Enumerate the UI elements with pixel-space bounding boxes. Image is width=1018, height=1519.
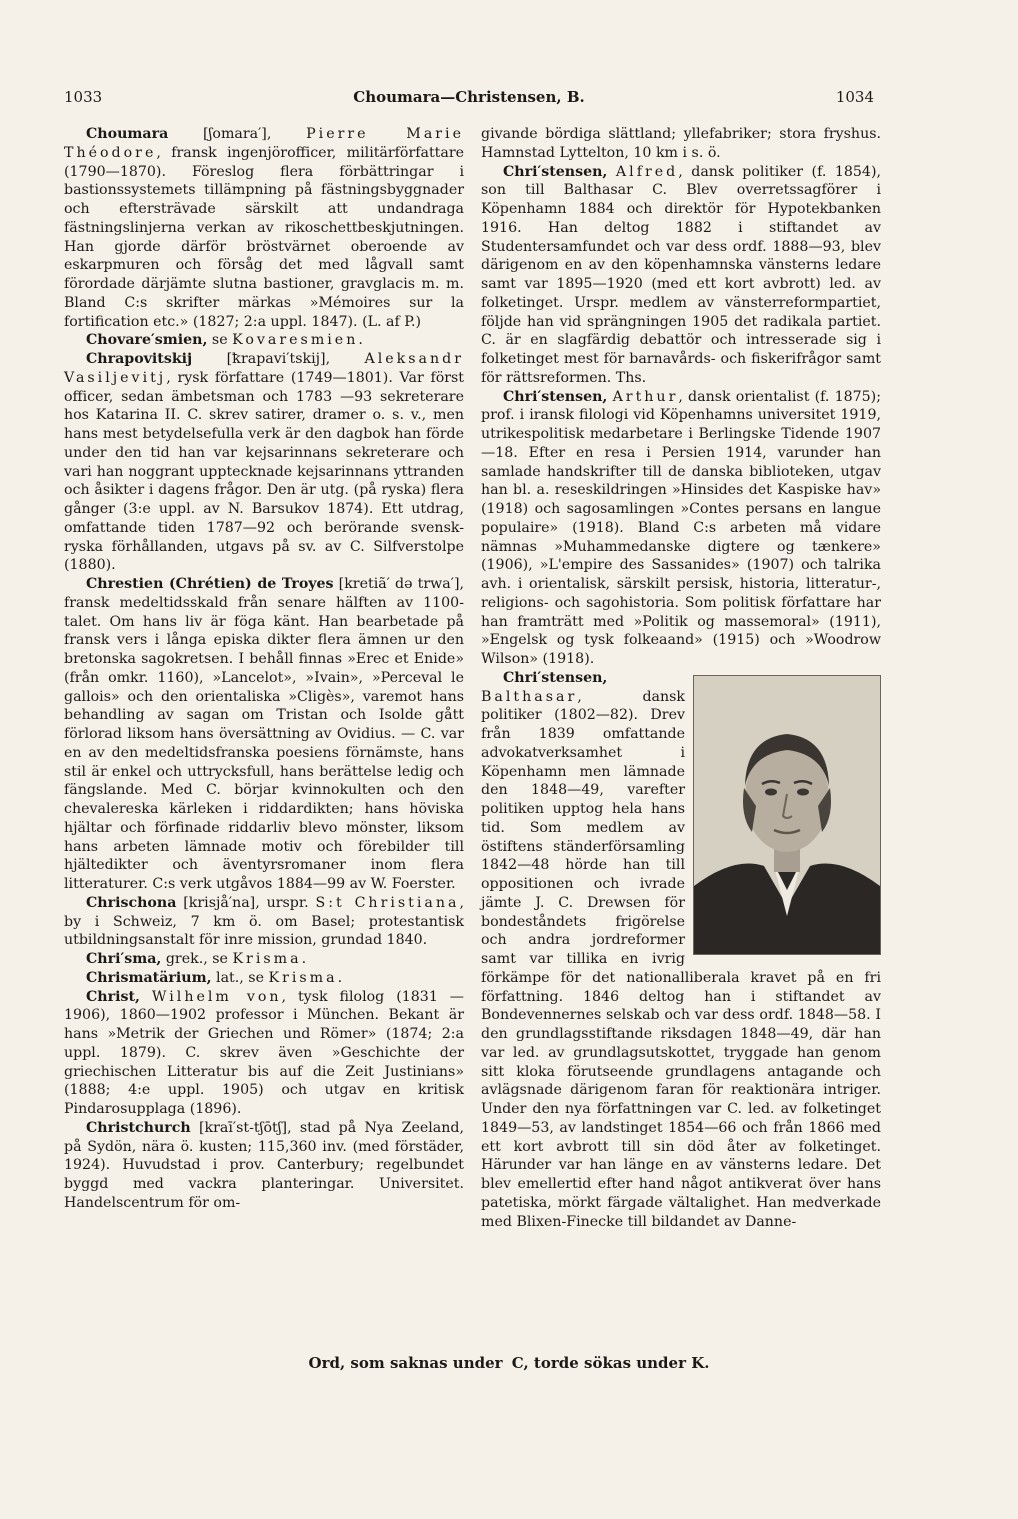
portrait-image [693, 675, 881, 955]
entry-choumara: Choumara [ʃomara′], Pierre Marie Théodore, fransk ingenjörofficer, militärförfattare (1790—1870). Föreslog flera förbättringar i bastionssystemets tillämpning på fästningsbyggnader och eftersträvade särskilt att undandraga fästningslinjerna verkan av rikoschettbeskjutningen. Han gjorde därför bröstvärnet oberoende av eskarpmuren och försåg det med lågvall samt förordade därjämte slutna bastioner, gravglacis m. m. Bland C:s skrifter märkas »Mémoires sur la fortification etc.» (1827; 2:a uppl. 1847). (L. af P.) [64, 126, 464, 330]
entry-headword: Chovare′smien, [86, 332, 208, 349]
right-column [481, 125, 881, 1231]
entry-chrapovitskij: Chrapovitskij [ꝁrapavi′tskij], Aleksandr Vasiljevitj, rysk författare (1749—1801). Var först officer, sedan ämbetsman och 1783 —93 sekreterare hos Katarina II. C. skrev satirer, dramer o. s. v., men hans mest betydelsefulla verk är den dagbok han förde under den tid han var kejsarinnans sekreterare och vari han noggrant upptecknade kejsarinnans yttranden och åsikter i dagens frågor. Den är utg. (på ryska) flera gånger (3:e uppl. av N. Barsukov 1874). Ett utdrag, omfattande tiden 1787—92 och berörande svensk-ryska förhållanden, utgavs på sv. av C. Silfverstolpe (1880). [64, 351, 464, 574]
page-header [64, 88, 874, 112]
entry-headword: Christ, [86, 988, 140, 1005]
entry-christensen-alfred: Chri′stensen, Alfred, dansk politiker (f. 1854), son till Balthasar C. Blev overretssagförer i Köpenhamn 1884 och direktör för Hypotekbanken 1916. Han deltog 1882 i stiftandet av Studentersamfundet och var dess ordf. 1888—93, blev därigenom en av den köpenhamnska vänsterns ledare samt var 1895—1920 (med ett kort avbrott) led. av folketinget. Urspr. medlem av vänsterreformpartiet, följde han vid sprängningen 1905 det radikala partiet. C. är en slagfärdig debattör och intresserade sig i folketinget mest för barnavårds- och fiskerifrågor samt för rättsreformen. Ths. [481, 163, 881, 386]
entry-chovaresmien: Chovare′smien, se Kovaresmien. [86, 332, 363, 349]
left-page-number: 1033 [64, 88, 103, 106]
footer-right: C, torde sökas under K. [511, 1354, 710, 1372]
portrait-drawing [694, 676, 880, 954]
footer-left: Ord, som saknas under [308, 1354, 503, 1372]
entry-chrismatarium: Chrismatärium, lat., se Krisma. [86, 969, 343, 986]
page-footer [0, 1354, 1018, 1372]
page-title: Choumara—Christensen, B. [353, 88, 585, 106]
entry-christ: Christ, Wilhelm von, tysk filolog (1831 —1906), 1860—1902 professor i München. Bekant är hans »Metrik der Griechen und Römer» (1874; 2:a uppl. 1879). C. skrev även »Geschichte der griechischen Litteratur bis auf die Zeit Justinians» (1888; 4:e uppl. 1905) och utgav en kritisk Pindarosupplaga (1896). [64, 988, 464, 1117]
left-column [64, 125, 464, 1213]
entry-christchurch: Christchurch [kraī′st-tʃōtʃ], stad på Nya Zeeland, på Sydön, nära ö. kusten; 115,360 inv. (med förstäder, 1924). Huvudstad i prov. Canterbury; regelbundet byggd med vackra planteringar. Universitet. Handelscentrum för om- [64, 1119, 464, 1211]
entry-headword: Chrapovitskij [86, 351, 193, 367]
entry-christensen-balthasar: Chri′stensen, Balthasar, dansk politiker (1802—82). Drev från 1839 omfattande advokatverksamhet i Köpenhamn men lämnade den 1848—49, varefter politiken upptog hela hans tid. Som medlem av östiftens ständerförsamling 1842—48 hörde han till oppositionen och ivrade jämte J. C. Drewsen för bondeståndets frigörelse och andra jordreformer samt var tillika en ivrig förkämpe för det nationalliberala kravet på en fri författning. 1846 deltog han i stiftandet av Bondevennernes selskab och var dess ordf. 1848—58. I den grundlagsstiftande riksdagen 1848—49, där han var led. av grundlagsutskottet, tryggade han genom sitt kloka förutseende grundlagens antagande och avlägsnade därigenom faran för reaktionära intriger. Under den nya författningen var C. led. av folketinget 1849—53, av landstinget 1854—66 och från 1866 med ett kort avbrott till sin död åter av folketinget. Härunder var han länge en av vänsterns ledare. Det blev emellertid efter hand något antikverat över hans patetiska, mörkt färgade vältalighet. Han medverkade med Blixen-Finecke till bildandet av Danne- [481, 669, 881, 1230]
entry-headword: Choumara [86, 126, 169, 142]
entry-chrestien: Chrestien (Chrétien) de Troyes [kretiã′ də trwa′], fransk medeltidsskald från senare hälften av 1100-talet. Om hans liv är föga känt. Han bearbetade på fransk vers i långa episka dikter flera ämnen ur den bretonska sagokretsen. I behåll finnas »Erec et Enide» (från omkr. 1160), »Lancelot», »Ivain», »Perceval le gallois» och den orientaliska »Cligès», varemot hans behandling av sagan om Tristan och Isolde gått förlorad liksom hans översättning av Ovidius. — C. var en av den medeltidsfranska poesiens förnämste, hans stil är enkel och uttrycksfull, hans berättelse ledig och fängslande. Med C. börjar kvinnokulten och den chevalereska kärleken i riddardikten; hans höviska hjältar och förfinade riddarliv blevo mönster, liksom hans arbeten lämnade motiv och förebilder till hjältedikter och äventyrsromaner inom flera litteraturer. C:s verk utgåvos 1884—99 av W. Foerster. [64, 576, 464, 892]
right-page-number: 1034 [835, 88, 874, 106]
entry-headword: Christchurch [86, 1119, 191, 1136]
entry-chrischona: Chrischona [krisjå′na], urspr. S:t Christiana, by i Schweiz, 7 km ö. om Basel; protestantisk utbildningsanstalt för inre mission, grundad 1840. [64, 894, 464, 949]
entry-headword: Chrestien (Chrétien) de Troyes [86, 576, 334, 592]
entry-headword: Chrischona [86, 894, 177, 911]
entry-chrisma: Chri′sma, grek., se Krisma. [86, 951, 307, 967]
entry-christensen-arthur: Chri′stensen, Arthur, dansk orientalist (f. 1875); prof. i iransk filologi vid Köpenhamns universitet 1919, utrikespolitisk medarbetare i Berlingske Tidende 1907—18. Efter en resa i Persien 1914, varunder han samlade handskrifter till de danska biblioteken, utgav han bl. a. reseskildringen »Hinsides det Kaspiske hav» (1918) och sagosamlingen »Contes persans en langue populaire» (1918). Bland C:s arbeten må vidare nämnas »Muhammedanske digtere og tænkere» (1906), »L'empire des Sassanides» (1907) och talrika avh. i orientalisk, särskilt persisk, historia, litteratur-, religions- och sagohistoria. Som politisk författare har han framträtt med »Politik og massemoral» (1911), »Engelsk og tysk folkeaand» (1915) och »Woodrow Wilson» (1918). [481, 388, 881, 667]
entry-headword: Chri′stensen, [503, 388, 608, 405]
christchurch-continuation: givande bördiga slättland; yllefabriker; stora fryshus. Hamnstad Lyttelton, 10 km i s. ö. [481, 126, 881, 161]
entry-headword: Chrismatärium, [86, 969, 212, 986]
entry-headword: Chri′sma, [86, 951, 162, 967]
entry-headword: Chri′stensen, [503, 163, 608, 180]
entry-headword: Chri′stensen, [503, 669, 608, 686]
